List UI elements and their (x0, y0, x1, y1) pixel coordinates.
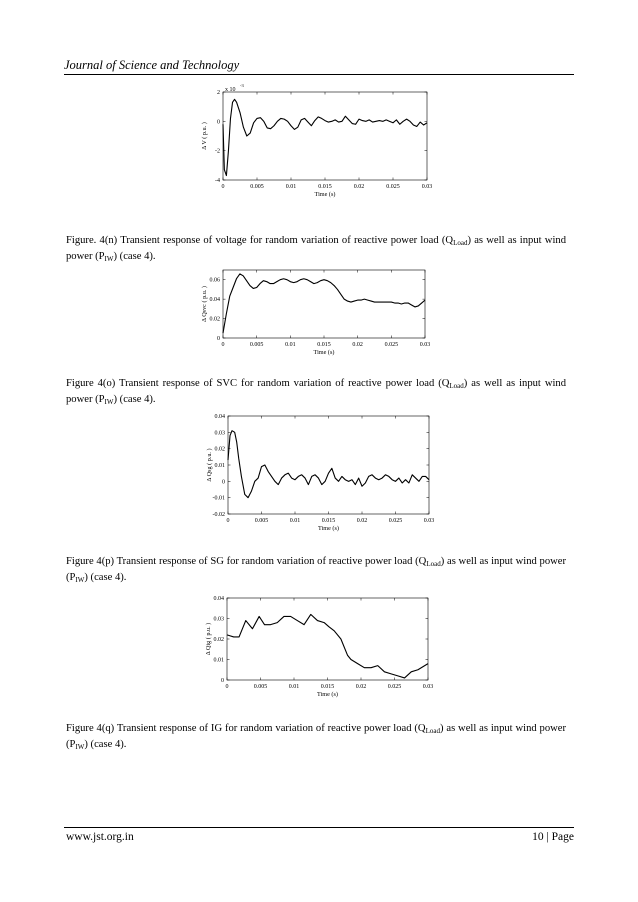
x-tick-label: 0.03 (419, 342, 431, 348)
x-tick-label: 0.005 (254, 518, 269, 524)
y-tick-label: -4 (215, 178, 220, 184)
header-rule (64, 74, 574, 75)
y-tick-label: 0 (217, 336, 220, 342)
y-exponent-label: x 10 (225, 87, 236, 93)
x-axis-label: Time (s) (318, 525, 339, 532)
y-tick-label: -2 (215, 148, 220, 155)
x-tick-label: 0.005 (249, 342, 264, 348)
y-axis-label: Δ Qig ( p.u. ) (205, 622, 212, 656)
svc-response-plot (190, 262, 440, 362)
y-tick-label: 0.02 (213, 637, 224, 643)
y-tick-label: 0 (222, 479, 225, 486)
x-tick-label: 0 (226, 518, 230, 524)
x-tick-label: 0.015 (317, 342, 331, 348)
plot-frame (228, 416, 429, 514)
footer-page-number: 10 | Page (532, 831, 574, 843)
x-tick-label: 0.005 (253, 684, 268, 690)
series-line (227, 614, 428, 678)
x-tick-label: 0.03 (422, 684, 434, 690)
sg-response-plot (190, 408, 440, 538)
x-axis-label: Time (s) (317, 691, 338, 698)
x-tick-label: 0.03 (421, 184, 433, 190)
y-axis-label: Δ Qsg ( p.u. ) (206, 448, 213, 482)
y-tick-label: 0.01 (213, 657, 224, 664)
y-tick-label: 0.03 (214, 430, 225, 437)
caption-figure-o: Figure 4(o) Transient response of SVC for random variation of reactive power load $(Q_{Load})$ as well as input wind power $(P_{IW})$ (case 4). (66, 378, 567, 406)
x-tick-label: 0.01 (285, 184, 297, 190)
plot-frame (223, 92, 427, 180)
x-tick-label: 0.01 (288, 684, 300, 690)
x-tick-label: 0.025 (387, 684, 402, 690)
x-tick-label: 0.005 (250, 184, 264, 190)
x-tick-label: 0.025 (388, 518, 403, 524)
x-tick-label: 0.01 (285, 342, 296, 348)
caption-figure-p: Figure 4(p) Transient response of SG for random variation of reactive power load $(Q_{Load})$ as well as input wind power $(P_{IW})$ (case 4). (66, 556, 566, 584)
x-axis-label: Time (s) (313, 349, 335, 356)
x-tick-label: 0.02 (352, 342, 363, 348)
footer-url: www.jst.org.in (66, 831, 134, 843)
x-axis-label: Time (s) (314, 191, 336, 198)
y-tick-label: -0.02 (212, 512, 225, 518)
x-tick-label: 0.015 (321, 518, 336, 524)
x-tick-label: 0.025 (386, 184, 400, 190)
y-tick-label: 0 (217, 119, 220, 126)
series-line (228, 431, 429, 498)
x-tick-label: 0.02 (356, 518, 368, 524)
caption-figure-n: Figure. 4(n) Transient response of voltage for random variation of reactive power load $(Q_{Load})$ as well as input wind power $(P_{IW})$ (case 4). (66, 235, 566, 263)
y-exponent-power: -3 (240, 83, 244, 88)
y-tick-label: 0.02 (209, 316, 220, 323)
y-axis-label: Δ Qsvc ( p.u. ) (201, 286, 208, 322)
x-tick-label: 0 (225, 684, 229, 690)
x-tick-label: 0.03 (423, 518, 435, 524)
series-line (223, 274, 425, 333)
voltage-response-plot (190, 84, 440, 206)
caption-figure-q: Figure 4(q) Transient response of IG for random variation of reactive power load $(Q_{Load})$ as well as input wind power $(P_{IW})$ (case 4). (66, 723, 566, 751)
journal-header: Journal of Science and Technology (64, 58, 240, 72)
y-tick-label: 0.04 (209, 297, 220, 304)
y-axis-label: Δ V ( p.u. ) (201, 122, 208, 150)
y-tick-label: 0.02 (214, 446, 225, 453)
x-tick-label: 0.01 (289, 518, 301, 524)
y-tick-label: 0.03 (213, 616, 224, 623)
ig-response-plot (190, 590, 440, 702)
x-tick-label: 0.025 (384, 342, 399, 348)
footer-rule (64, 827, 574, 828)
y-tick-label: 0.04 (213, 596, 224, 602)
x-tick-label: 0.015 (320, 684, 335, 690)
y-tick-label: 2 (217, 90, 220, 96)
x-tick-label: 0 (221, 342, 225, 348)
x-tick-label: 0.02 (353, 184, 365, 190)
x-tick-label: 0.015 (318, 184, 332, 190)
y-tick-label: 0.04 (214, 414, 225, 420)
x-tick-label: 0.02 (355, 684, 367, 690)
y-tick-label: 0.06 (209, 277, 220, 284)
series-line (223, 99, 427, 175)
x-tick-label: 0 (221, 184, 225, 190)
y-tick-label: 0 (221, 678, 224, 684)
y-tick-label: -0.01 (212, 495, 225, 502)
y-tick-label: 0.01 (214, 463, 225, 469)
plot-frame (227, 598, 428, 680)
